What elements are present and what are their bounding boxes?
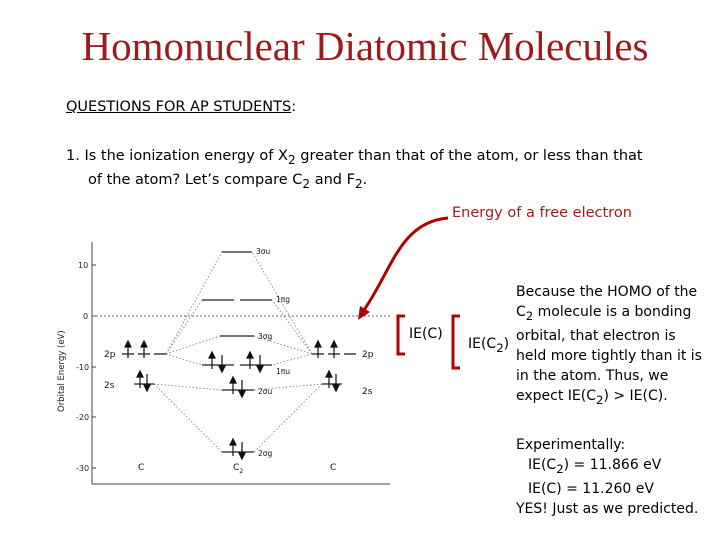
exp-l1-sub: 2: [556, 461, 564, 476]
molecule-label: $C_2$: [233, 463, 244, 475]
y-tick-minus30: -30: [76, 464, 90, 473]
note-line5: in the atom. Thus, we: [516, 367, 669, 384]
experimental-ie-c2: [516, 455, 716, 479]
exp-l1a: IE(C: [528, 457, 557, 473]
q1-line2-prefix: of the atom? Let’s compare C: [88, 171, 303, 188]
y-tick-minus10: -10: [76, 363, 90, 372]
ie-c2-label: [468, 336, 509, 355]
mo-1pu-label: 1πu: [276, 367, 291, 376]
note-line2b: molecule is a bonding: [533, 304, 692, 320]
mo-1pg-label: 1πg: [276, 295, 291, 304]
right-2s-label: 2s: [362, 387, 373, 397]
note-line6a: expect IE(C: [516, 387, 597, 404]
ie-c2-bracket: [453, 316, 460, 368]
mo-3sg-label: 3σg: [258, 332, 273, 341]
note-line2a: C: [516, 304, 526, 320]
q1-line1-sub: 2: [287, 152, 296, 167]
q1-line1-suffix: greater than that of the atom, or less than that: [295, 148, 643, 164]
y-tick-minus20: -20: [76, 413, 90, 422]
ie-c2-suffix: ): [503, 336, 510, 352]
q1-line2-sub1: 2: [302, 176, 311, 191]
right-2p-label: 2p: [362, 350, 374, 360]
left-atom-label: C: [138, 463, 145, 473]
left-2p-label: 2p: [104, 350, 116, 360]
y-tick-10: 10: [78, 261, 89, 270]
experimental-heading: Experimentally:: [516, 437, 626, 453]
note-line4: held more tightly than it is: [516, 347, 702, 364]
right-atom-label: C: [330, 463, 337, 473]
q1-line2-mid: and F: [310, 171, 355, 188]
y-tick-0: 0: [83, 312, 89, 321]
exp-l1b: ) = 11.866 eV: [563, 457, 662, 473]
ie-c2-sub: 2: [496, 340, 504, 355]
page-title: Homonuclear Diatomic Molecules: [81, 23, 649, 69]
note-line2-sub: 2: [525, 308, 534, 323]
note-line6b: ) > IE(C).: [603, 387, 668, 404]
questions-colon: :: [291, 99, 297, 115]
questions-heading-text: QUESTIONS FOR AP STUDENTS: [66, 99, 292, 115]
ie-c2-prefix: IE(C: [468, 336, 497, 352]
homo-explanation: [516, 282, 716, 410]
q1-line1-prefix: 1. Is the ionization energy of X: [66, 148, 288, 164]
note-line6-sub: 2: [596, 392, 604, 407]
mo-2su-label: 2σu: [258, 387, 273, 396]
note-line1: Because the HOMO of the: [516, 284, 698, 300]
free-electron-label: Energy of a free electron: [452, 205, 632, 221]
q1-line2-sub2: 2: [354, 176, 363, 191]
mo-3su-label: 3σu: [256, 247, 271, 256]
q1-line2-end: .: [362, 171, 368, 188]
experimental-values: [516, 435, 716, 519]
mo-2sg-label: 2σg: [258, 449, 273, 458]
experimental-ie-c: IE(C) = 11.260 eV: [528, 480, 654, 497]
ie-c-bracket: [398, 316, 405, 354]
y-axis-label: Orbital Energy (eV): [57, 330, 67, 412]
ie-c-label: IE(C): [409, 326, 443, 342]
note-line3: orbital, that electron is: [516, 327, 676, 344]
left-2s-label: 2s: [104, 381, 115, 391]
free-electron-arrow: [364, 218, 448, 310]
experimental-conclusion: YES! Just as we predicted.: [516, 500, 699, 517]
